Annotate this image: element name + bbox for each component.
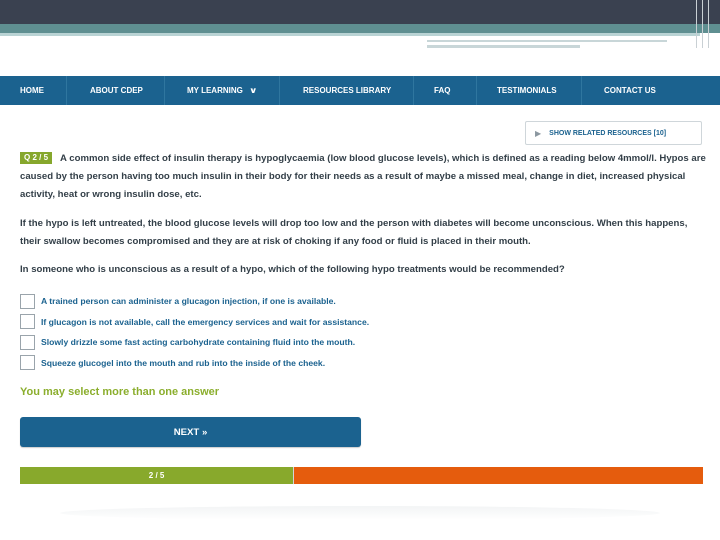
question-intro-text: A common side effect of insulin therapy is hypoglycaemia (low blood glucose levels), which is defined as a reading below 4mmol/l. Hypos are caused by the person having too much insulin in their body for their needs as a result of maybe a missed meal, change in diet, increased physical activity, heat or wrong insulin dose, etc. bbox=[20, 153, 706, 200]
top-decor-bar bbox=[0, 0, 720, 24]
answer-checkbox[interactable] bbox=[20, 314, 35, 329]
question-paragraph: If the hypo is left untreated, the blood glucose levels will drop too low and the person with diabetes will become unconscious. When this happens, their swallow becomes compromised and they are at risk of choking if any food or fluid is placed in their mouth. bbox=[20, 218, 688, 247]
next-button[interactable]: NEXT » bbox=[20, 417, 361, 447]
nav-home[interactable]: HOME bbox=[20, 86, 44, 95]
nav-faq[interactable]: FAQ bbox=[413, 76, 476, 105]
question-prompt: In someone who is unconscious as a result of a hypo, which of the following hypo treatments would be recommended? bbox=[20, 264, 565, 275]
question-content bbox=[20, 150, 710, 279]
footer-shadow bbox=[60, 506, 660, 520]
related-resources-label: SHOW RELATED RESOURCES [10] bbox=[549, 129, 667, 137]
nav-my-learning[interactable] bbox=[164, 76, 279, 105]
answer-checkbox[interactable] bbox=[20, 294, 35, 309]
nav-resources-library[interactable]: RESOURCES LIBRARY bbox=[279, 76, 413, 105]
answer-option[interactable] bbox=[20, 334, 369, 350]
corner-decor bbox=[694, 0, 720, 48]
answer-label[interactable]: Squeeze glucogel into the mouth and rub into the inside of the cheek. bbox=[41, 357, 326, 368]
chevron-right-icon: ▶ bbox=[535, 128, 542, 138]
top-decor-stripe bbox=[427, 40, 667, 42]
top-decor-teal bbox=[0, 24, 720, 33]
progress-divider bbox=[293, 467, 294, 484]
top-decor-stripe-2 bbox=[427, 45, 580, 48]
answer-label[interactable]: Slowly drizzle some fast acting carbohydrate containing fluid into the mouth. bbox=[41, 337, 356, 347]
top-decor-light bbox=[0, 33, 700, 36]
answer-option[interactable] bbox=[20, 293, 369, 309]
show-related-resources-button[interactable] bbox=[525, 121, 702, 145]
chevron-down-icon: ∨ bbox=[248, 86, 258, 95]
nav-my-learning-label: MY LEARNING bbox=[187, 86, 243, 95]
answer-label[interactable]: A trained person can administer a glucagon injection, if one is available. bbox=[41, 296, 336, 306]
answer-options bbox=[20, 293, 369, 375]
question-intro bbox=[20, 150, 710, 204]
main-nav bbox=[0, 76, 720, 105]
answer-option[interactable] bbox=[20, 355, 369, 371]
question-number-badge: Q 2 / 5 bbox=[20, 152, 52, 164]
answer-option[interactable] bbox=[20, 314, 369, 330]
answer-checkbox[interactable] bbox=[20, 355, 35, 370]
answer-label[interactable]: If glucagon is not available, call the emergency services and wait for assistance. bbox=[41, 316, 370, 327]
answer-checkbox[interactable] bbox=[20, 335, 35, 350]
nav-testimonials[interactable]: TESTIMONIALS bbox=[476, 76, 581, 105]
progress-fill bbox=[20, 467, 293, 484]
multi-select-hint: You may select more than one answer bbox=[20, 386, 220, 398]
progress-bar bbox=[20, 467, 703, 484]
nav-contact-us[interactable]: CONTACT US bbox=[581, 76, 720, 105]
progress-text: 2 / 5 bbox=[148, 471, 165, 480]
nav-about-cdep[interactable]: ABOUT CDEP bbox=[66, 76, 164, 105]
